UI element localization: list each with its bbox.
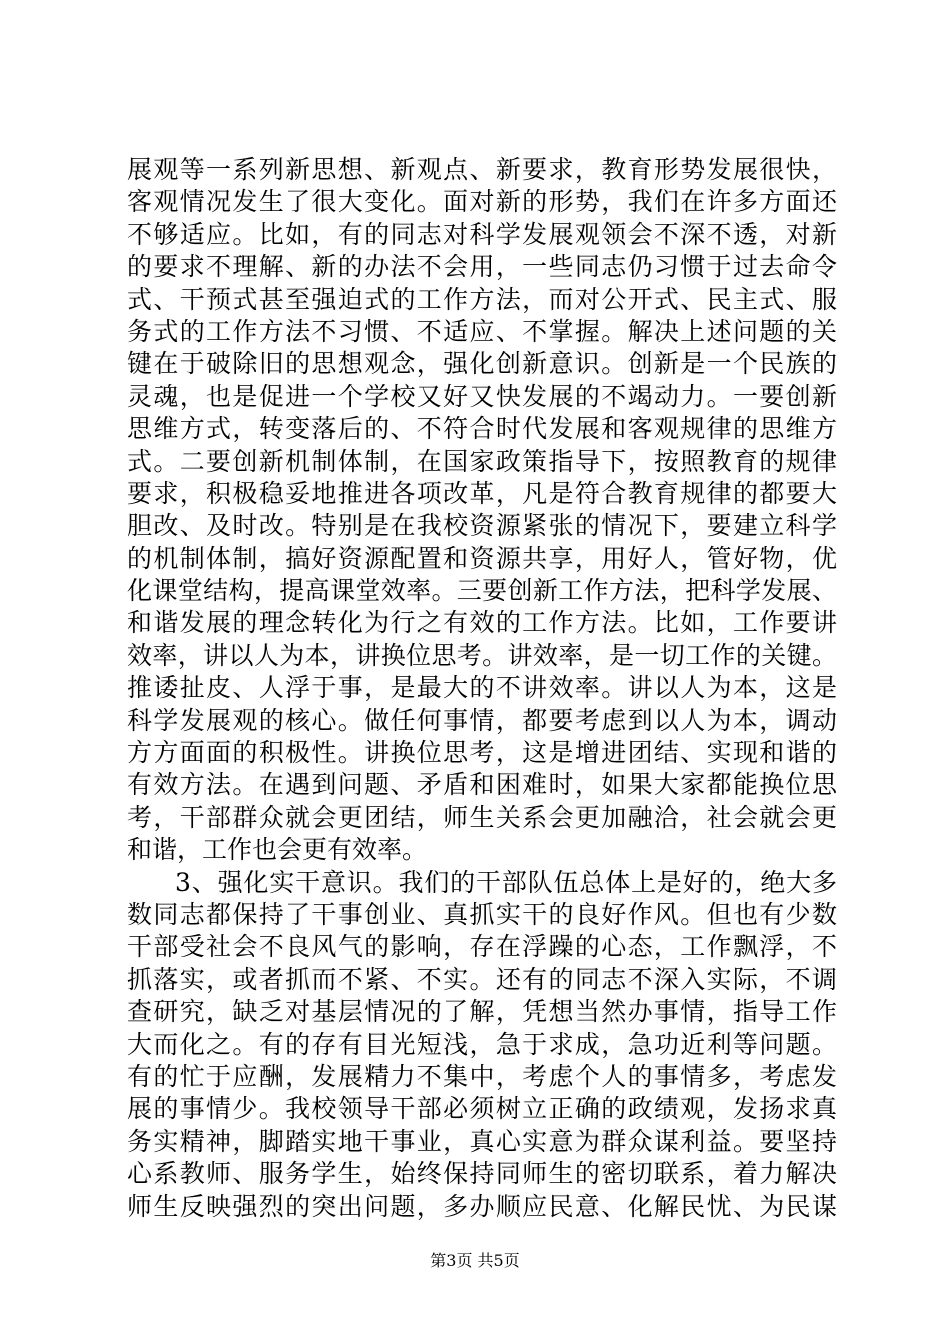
text-line: 推诿扯皮、人浮于事，是最大的不讲效率。讲以人为本，这是 (127, 673, 837, 703)
text-line: 的要求不理解、新的办法不会用，一些同志仍习惯于过去命令 (127, 252, 837, 282)
text-line: 要求，积极稳妥地推进各项改革，凡是符合教育规律的都要大 (127, 478, 837, 508)
text-line: 方方面面的积极性。讲换位思考，这是增进团结、实现和谐的 (127, 738, 837, 768)
text-line: 抓落实，或者抓而不紧、不实。还有的同志不深入实际，不调 (127, 964, 837, 994)
text-line: 干部受社会不良风气的影响，存在浮躁的心态，工作飘浮，不 (127, 932, 837, 962)
text-line: 效率，讲以人为本，讲换位思考。讲效率，是一切工作的关键。 (127, 640, 837, 670)
text-line: 和谐发展的理念转化为行之有效的工作方法。比如，工作要讲 (127, 608, 837, 638)
text-line: 考，干部群众就会更团结，师生关系会更加融洽，社会就会更 (127, 802, 837, 832)
document-body (127, 154, 837, 1223)
page-footer: 第3页 共5页 (430, 1251, 520, 1270)
text-line: 数同志都保持了干事创业、真抓实干的良好作风。但也有少数 (127, 899, 837, 929)
text-line: 展观等一系列新思想、新观点、新要求，教育形势发展很快， (127, 155, 837, 184)
text-line: 的机制体制，搞好资源配置和资源共享，用好人，管好物，优 (127, 543, 837, 573)
text-line: 3、强化实干意识。我们的干部队伍总体上是好的，绝大多 (175, 867, 837, 897)
text-line: 查研究，缺乏对基层情况的了解，凭想当然办事情，指导工作 (127, 997, 837, 1027)
text-line: 科学发展观的核心。做任何事情，都要考虑到以人为本，调动 (127, 705, 837, 735)
text-line: 展的事情少。我校领导干部必须树立正确的政绩观，发扬求真 (127, 1094, 837, 1124)
text-line: 务实精神，脚踏实地干事业，真心实意为群众谋利益。要坚持 (127, 1126, 837, 1156)
text-line: 灵魂，也是促进一个学校又好又快发展的不竭动力。一要创新 (127, 381, 837, 411)
text-line: 和谐，工作也会更有效率。 (127, 835, 428, 865)
text-line: 务式的工作方法不习惯、不适应、不掌握。解决上述问题的关 (127, 316, 837, 346)
text-line: 式、干预式甚至强迫式的工作方法，而对公开式、民主式、服 (127, 284, 837, 314)
text-line: 有效方法。在遇到问题、矛盾和困难时，如果大家都能换位思 (127, 770, 837, 800)
text-line: 有的忙于应酬，发展精力不集中，考虑个人的事情多，考虑发 (127, 1061, 837, 1091)
text-line: 大而化之。有的存有目光短浅，急于求成，急功近利等问题。 (127, 1029, 837, 1059)
text-line: 键在于破除旧的思想观念，强化创新意识。创新是一个民族的 (127, 349, 837, 379)
text-line: 思维方式，转变落后的、不符合时代发展和客观规律的思维方 (127, 414, 837, 444)
text-line: 胆改、及时改。特别是在我校资源紧张的情况下，要建立科学 (127, 511, 837, 541)
text-line: 不够适应。比如，有的同志对科学发展观领会不深不透，对新 (127, 219, 837, 249)
text-line: 客观情况发生了很大变化。面对新的形势，我们在许多方面还 (127, 187, 837, 217)
text-line: 心系教师、服务学生，始终保持同师生的密切联系，着力解决 (127, 1159, 837, 1189)
text-line: 化课堂结构，提高课堂效率。三要创新工作方法，把科学发展、 (127, 576, 837, 606)
text-line: 式。二要创新机制体制，在国家政策指导下，按照教育的规律 (127, 446, 837, 476)
text-line: 师生反映强烈的突出问题，多办顺应民意、化解民忧、为民谋 (127, 1191, 837, 1221)
